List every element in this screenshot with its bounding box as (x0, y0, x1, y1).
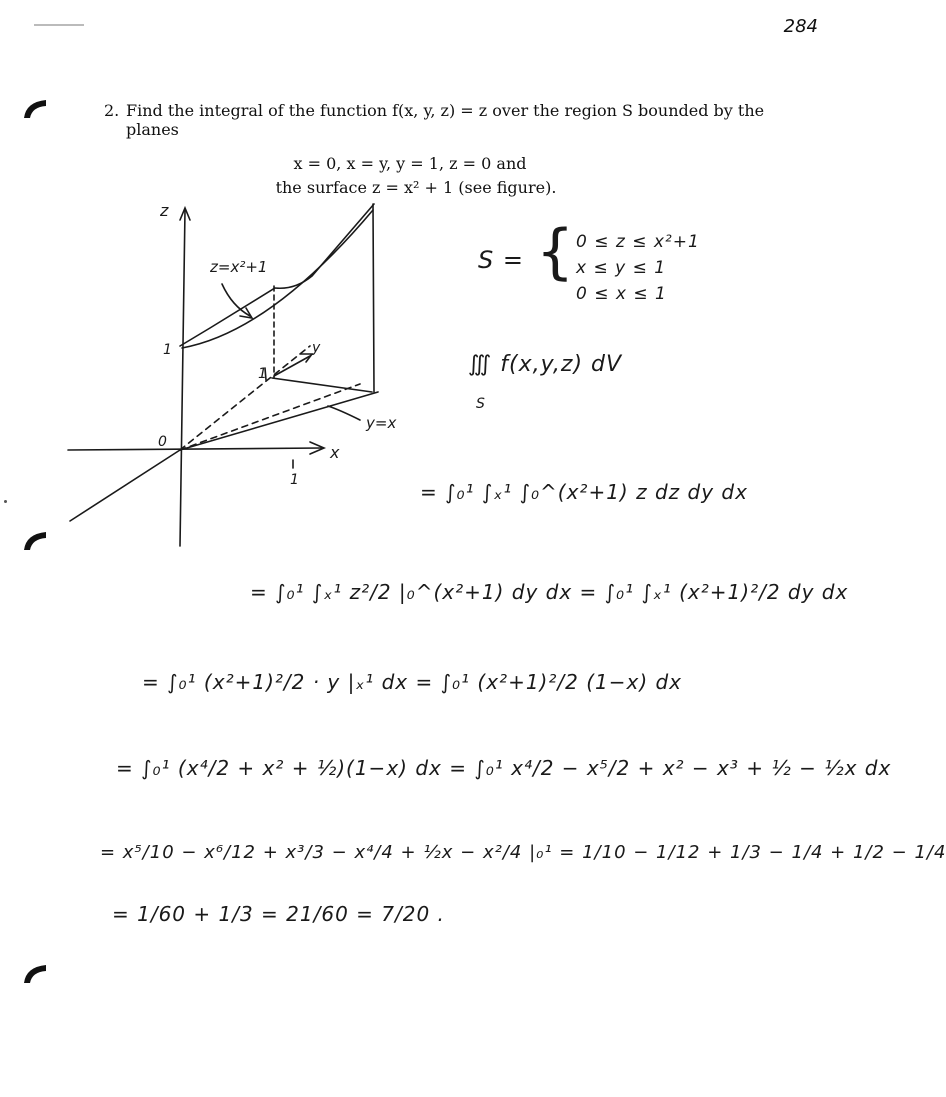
scan-mark (34, 24, 84, 26)
region-bound-z: 0 ≤ z ≤ x²+1 (576, 232, 700, 252)
front-vertical (373, 204, 374, 392)
scan-dot (4, 500, 7, 503)
binder-hole (22, 98, 48, 120)
y-dashed-arrow (274, 356, 310, 376)
problem-text: Find the integral of the function f(x, y, z) = z over the region S bounded by the (126, 101, 765, 120)
axis-label-z: z (160, 201, 169, 220)
boundary-planes: x = 0, x = y, y = 1, z = 0 and (293, 154, 527, 173)
z-one-label: 1 (163, 342, 172, 358)
solution-step-2: = ∫₀¹ ∫ₓ¹ z²/2 |₀^(x²+1) dy dx = ∫₀¹ ∫ₓ¹ (x²+1)²/2 dy dx (250, 580, 849, 604)
binder-hole (22, 530, 48, 552)
problem-text-continued: planes (126, 120, 179, 139)
region-bound-y: x ≤ y ≤ 1 (576, 258, 667, 278)
plane-pointer (328, 406, 360, 420)
solution-step-3: = ∫₀¹ (x²+1)²/2 · y |ₓ¹ dx = ∫₀¹ (x²+1)²/2 (1−x) dx (142, 670, 683, 694)
x-axis (68, 448, 322, 450)
region-brace: { (536, 217, 576, 287)
diagonal-base (180, 384, 360, 450)
boundary-surface: the surface z = x² + 1 (see figure). (275, 178, 557, 197)
solution-step-6: = 1/60 + 1/3 = 21/60 = 7/20 . (112, 902, 445, 926)
solution-step-1: = ∫₀¹ ∫ₓ¹ ∫₀^(x²+1) z dz dy dx (420, 480, 748, 504)
surface-label: z=x²+1 (210, 258, 268, 276)
z-axis (180, 210, 185, 546)
solution-step-5: = x⁵/10 − x⁶/12 + x³/3 − x⁴/4 + ½x − x²/4 |₀¹ = 1/10 − 1/12 + 1/3 − 1/4 + 1/2 − 1/4 (100, 842, 946, 863)
axis-label-x: x (330, 443, 340, 462)
y-axis-dashed (180, 346, 310, 450)
plane-label: y=x (366, 414, 397, 432)
x-one-label: 1 (290, 472, 299, 488)
x-eq-y-edge (180, 392, 378, 450)
triple-integral-domain: S (476, 396, 486, 412)
solution-step-4: = ∫₀¹ (x⁴/2 + x² + ½)(1−x) dx = ∫₀¹ x⁴/2 − x⁵/2 + x² − x³ + ½ − ½x dx (116, 756, 892, 780)
origin-label: 0 (158, 434, 167, 450)
problem-number: 2. (104, 101, 120, 120)
y-axis (70, 450, 180, 521)
region-name: S = (478, 246, 524, 274)
axis-label-y: y (312, 340, 321, 356)
region-bound-x: 0 ≤ x ≤ 1 (576, 284, 667, 304)
binder-hole (22, 963, 48, 985)
y-one-label: 1 (258, 366, 267, 382)
region-figure (60, 196, 420, 556)
page-number: 284 (783, 16, 818, 37)
triple-integral: ∭ f(x,y,z) dV (468, 352, 623, 377)
